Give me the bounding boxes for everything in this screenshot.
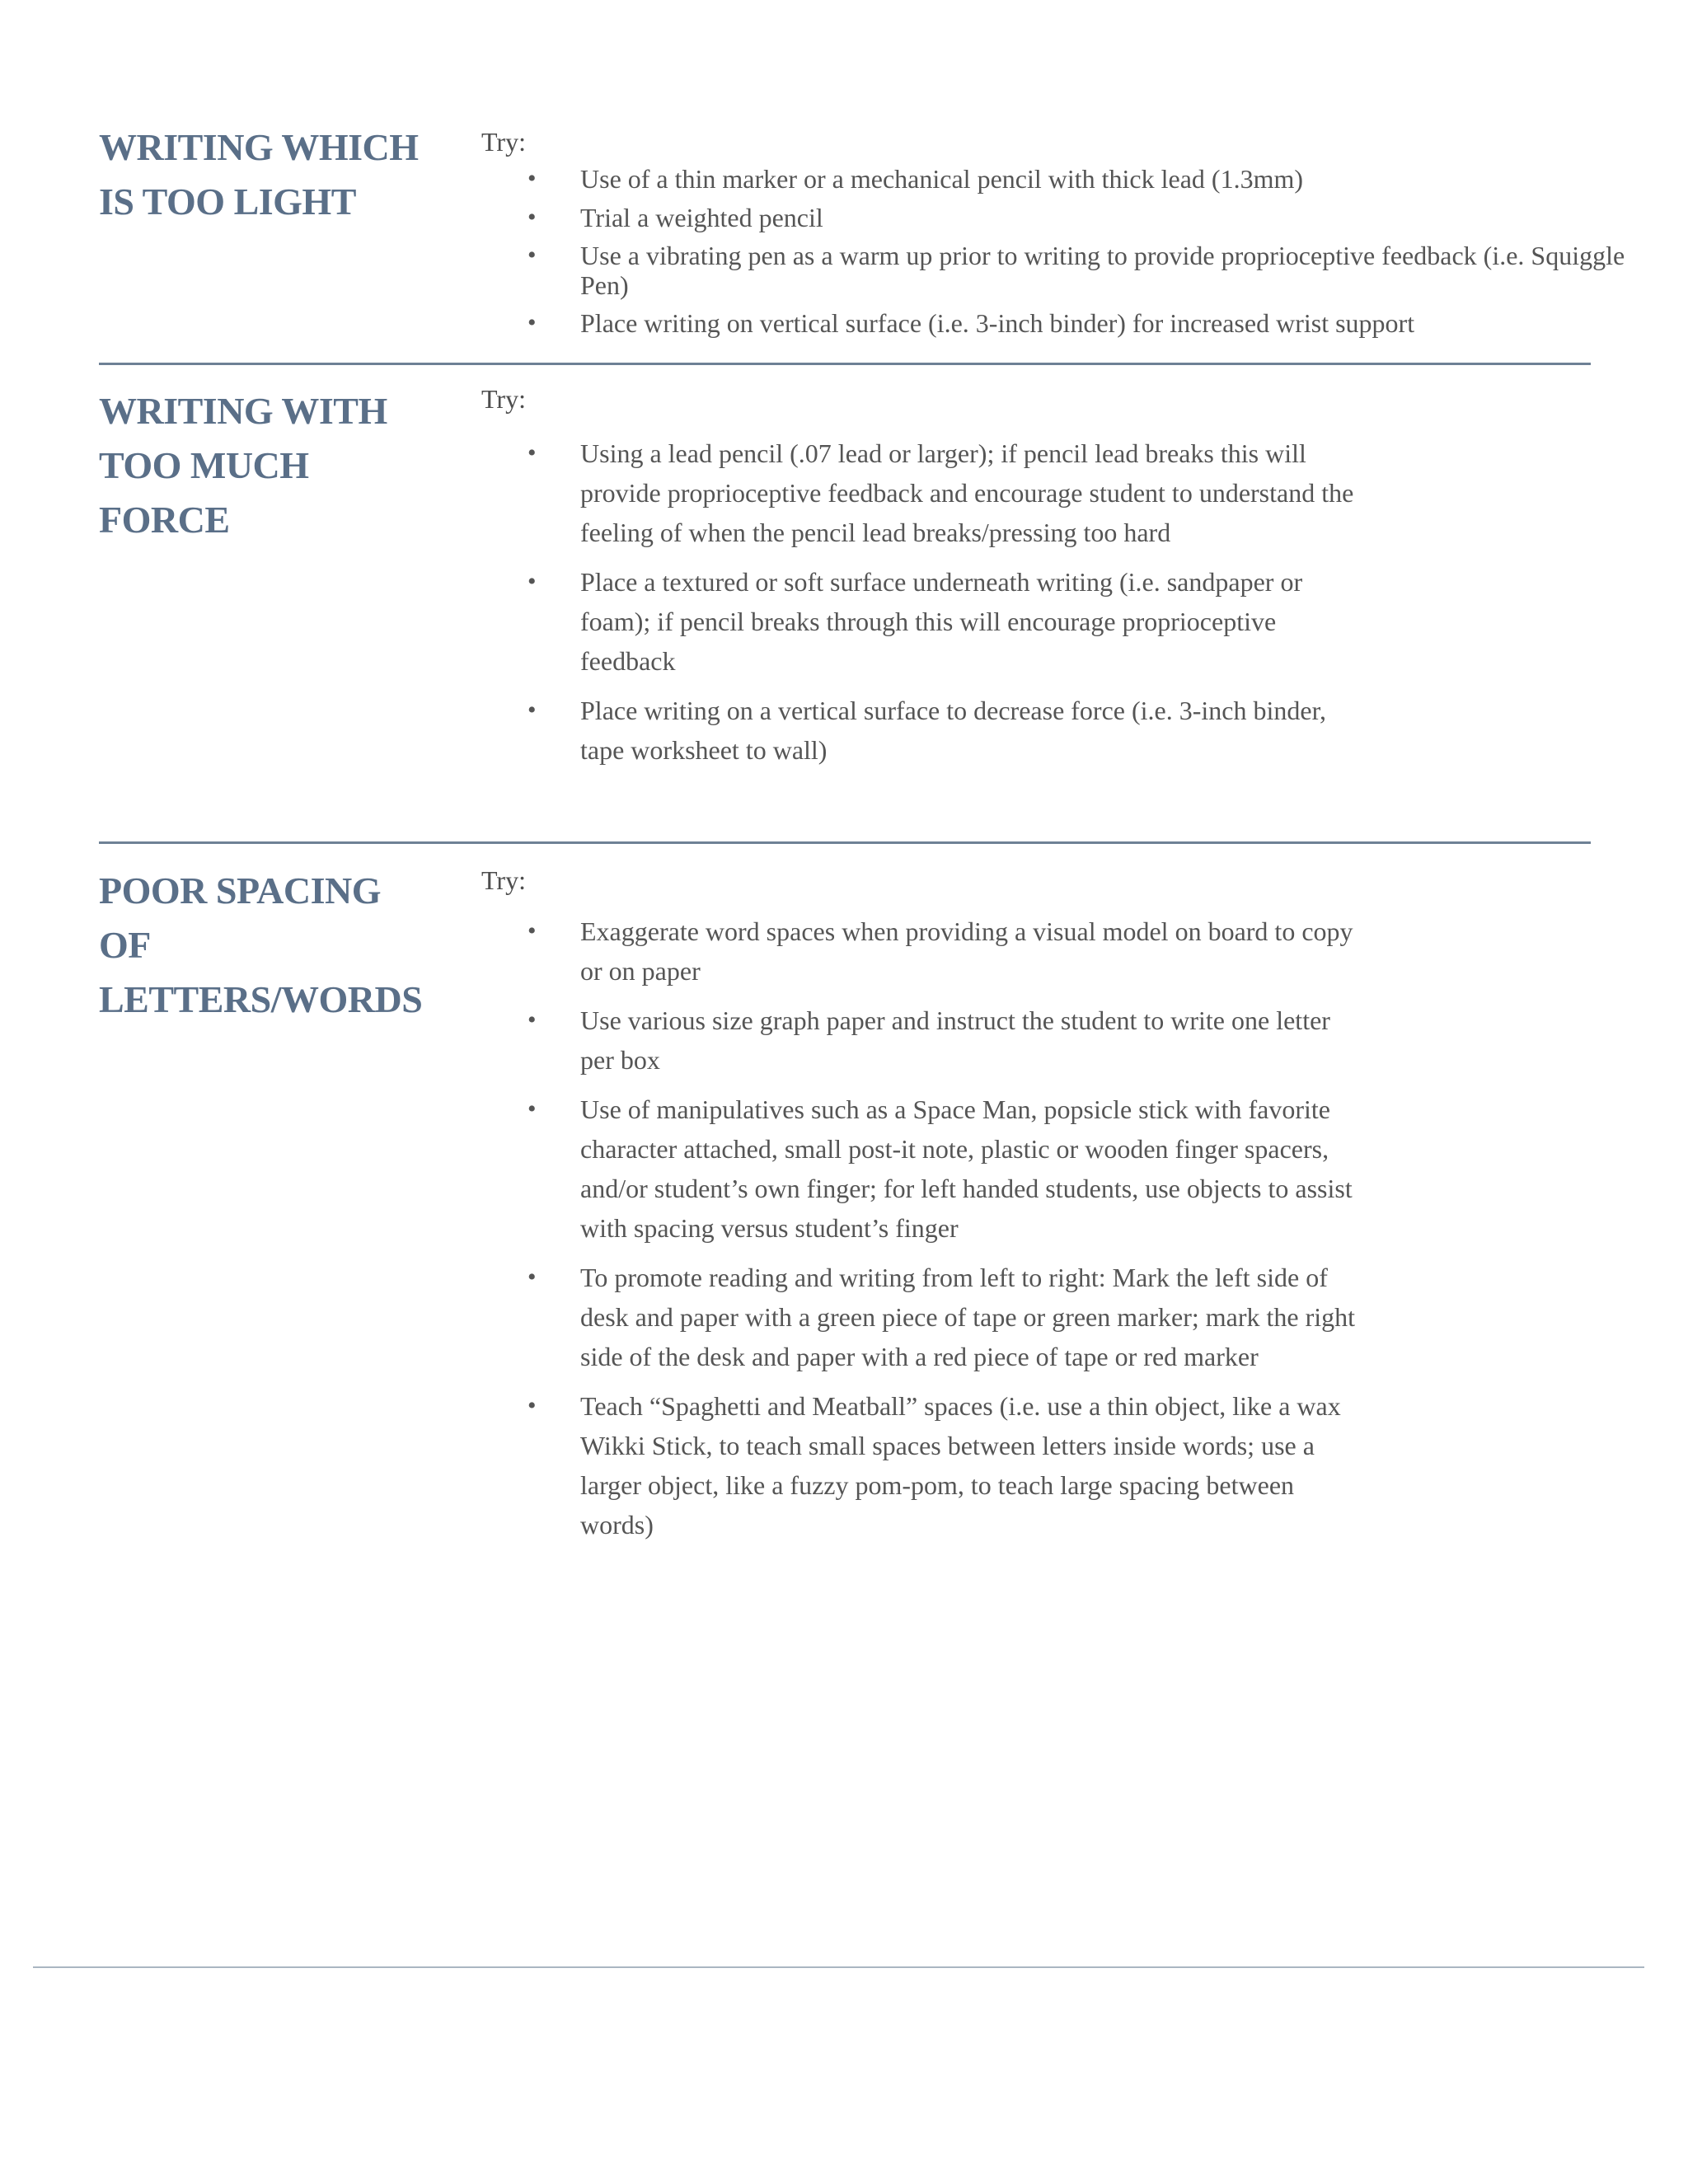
heading-line: LETTERS/WORDS	[99, 978, 423, 1020]
list-item-text: To promote reading and writing from left to right: Mark the left side of desk and paper with a green piece of tape or green marker; mark the right side of the desk and paper with a red piece of tape or red marker	[580, 1263, 1356, 1371]
suggestion-list	[481, 912, 1363, 1554]
list-item	[481, 1090, 1363, 1248]
list-item	[481, 202, 1635, 233]
heading-line: TOO MUCH	[99, 444, 309, 486]
list-item-text: Place writing on vertical surface (i.e. 3-inch binder) for increased wrist support	[580, 308, 1415, 338]
list-item	[481, 241, 1635, 300]
heading-line: OF	[99, 924, 151, 966]
list-item-text: Teach “Spaghetti and Meatball” spaces (i.e. use a thin object, like a wax Wikki Stick, to teach small spaces between letters inside words; use a larger object, like a fuzzy pom-pom, to teach large spacing between words)	[580, 1391, 1341, 1540]
try-label: Try:	[481, 127, 526, 157]
list-item-text: Exaggerate word spaces when providing a visual model on board to copy or on paper	[580, 916, 1353, 986]
heading-line: POOR SPACING	[99, 869, 381, 912]
section-divider	[99, 841, 1591, 844]
bullet-icon: •	[528, 696, 537, 724]
heading-line: WRITING WITH	[99, 390, 387, 432]
list-item-text: Place writing on a vertical surface to decrease force (i.e. 3-inch binder, tape worksheet to wall)	[580, 696, 1326, 765]
list-item	[481, 434, 1363, 552]
section-divider	[99, 363, 1591, 365]
list-item-text: Trial a weighted pencil	[580, 203, 823, 232]
section-writing-too-light	[99, 120, 1625, 359]
try-label: Try:	[481, 384, 526, 414]
list-item	[481, 1258, 1363, 1376]
list-item-text: Use of manipulatives such as a Space Man, popsicle stick with favorite character attached, small post-it note, plastic or wooden finger spacers, and/or student’s own finger; for left handed students, use objects to assist with spacing versus student’s finger	[580, 1094, 1353, 1243]
bullet-icon: •	[528, 1095, 537, 1122]
bullet-icon: •	[528, 917, 537, 944]
list-item-text: Using a lead pencil (.07 lead or larger); if pencil lead breaks this will provide proprioceptive feedback and encourage student to understand the feeling of when the pencil lead breaks/pressing too hard	[580, 438, 1354, 547]
bullet-icon: •	[528, 309, 537, 336]
section-heading	[99, 120, 462, 229]
section-heading	[99, 384, 462, 547]
list-item	[481, 912, 1363, 991]
footer-divider	[33, 1966, 1644, 1968]
section-heading	[99, 864, 462, 1027]
list-item	[481, 1386, 1363, 1544]
bullet-icon: •	[528, 1006, 537, 1033]
list-item	[481, 307, 1635, 339]
list-item-text: Use of a thin marker or a mechanical pencil with thick lead (1.3mm)	[580, 164, 1304, 194]
bullet-icon: •	[528, 165, 537, 192]
bullet-icon: •	[528, 204, 537, 231]
bullet-icon: •	[528, 1263, 537, 1291]
bullet-icon: •	[528, 439, 537, 466]
bullet-icon: •	[528, 241, 537, 269]
heading-line: IS TOO LIGHT	[99, 180, 356, 223]
list-item-text: Place a textured or soft surface underneath writing (i.e. sandpaper or foam); if pencil breaks through this will encourage proprioceptive feedback	[580, 567, 1303, 676]
list-item	[481, 163, 1635, 194]
bullet-icon: •	[528, 1392, 537, 1419]
suggestion-list	[481, 163, 1635, 346]
heading-line: FORCE	[99, 499, 230, 541]
list-item	[481, 562, 1363, 681]
suggestion-list	[481, 434, 1363, 780]
list-item-text: Use a vibrating pen as a warm up prior to writing to provide proprioceptive feedback (i.e. Squiggle Pen)	[580, 241, 1625, 300]
list-item	[481, 1001, 1363, 1080]
list-item	[481, 691, 1363, 770]
try-label: Try:	[481, 865, 526, 895]
section-poor-spacing	[99, 864, 1591, 1605]
bullet-icon: •	[528, 568, 537, 595]
section-writing-too-much-force	[99, 384, 1591, 837]
list-item-text: Use various size graph paper and instruct the student to write one letter per box	[580, 1005, 1330, 1075]
heading-line: WRITING WHICH	[99, 126, 419, 168]
